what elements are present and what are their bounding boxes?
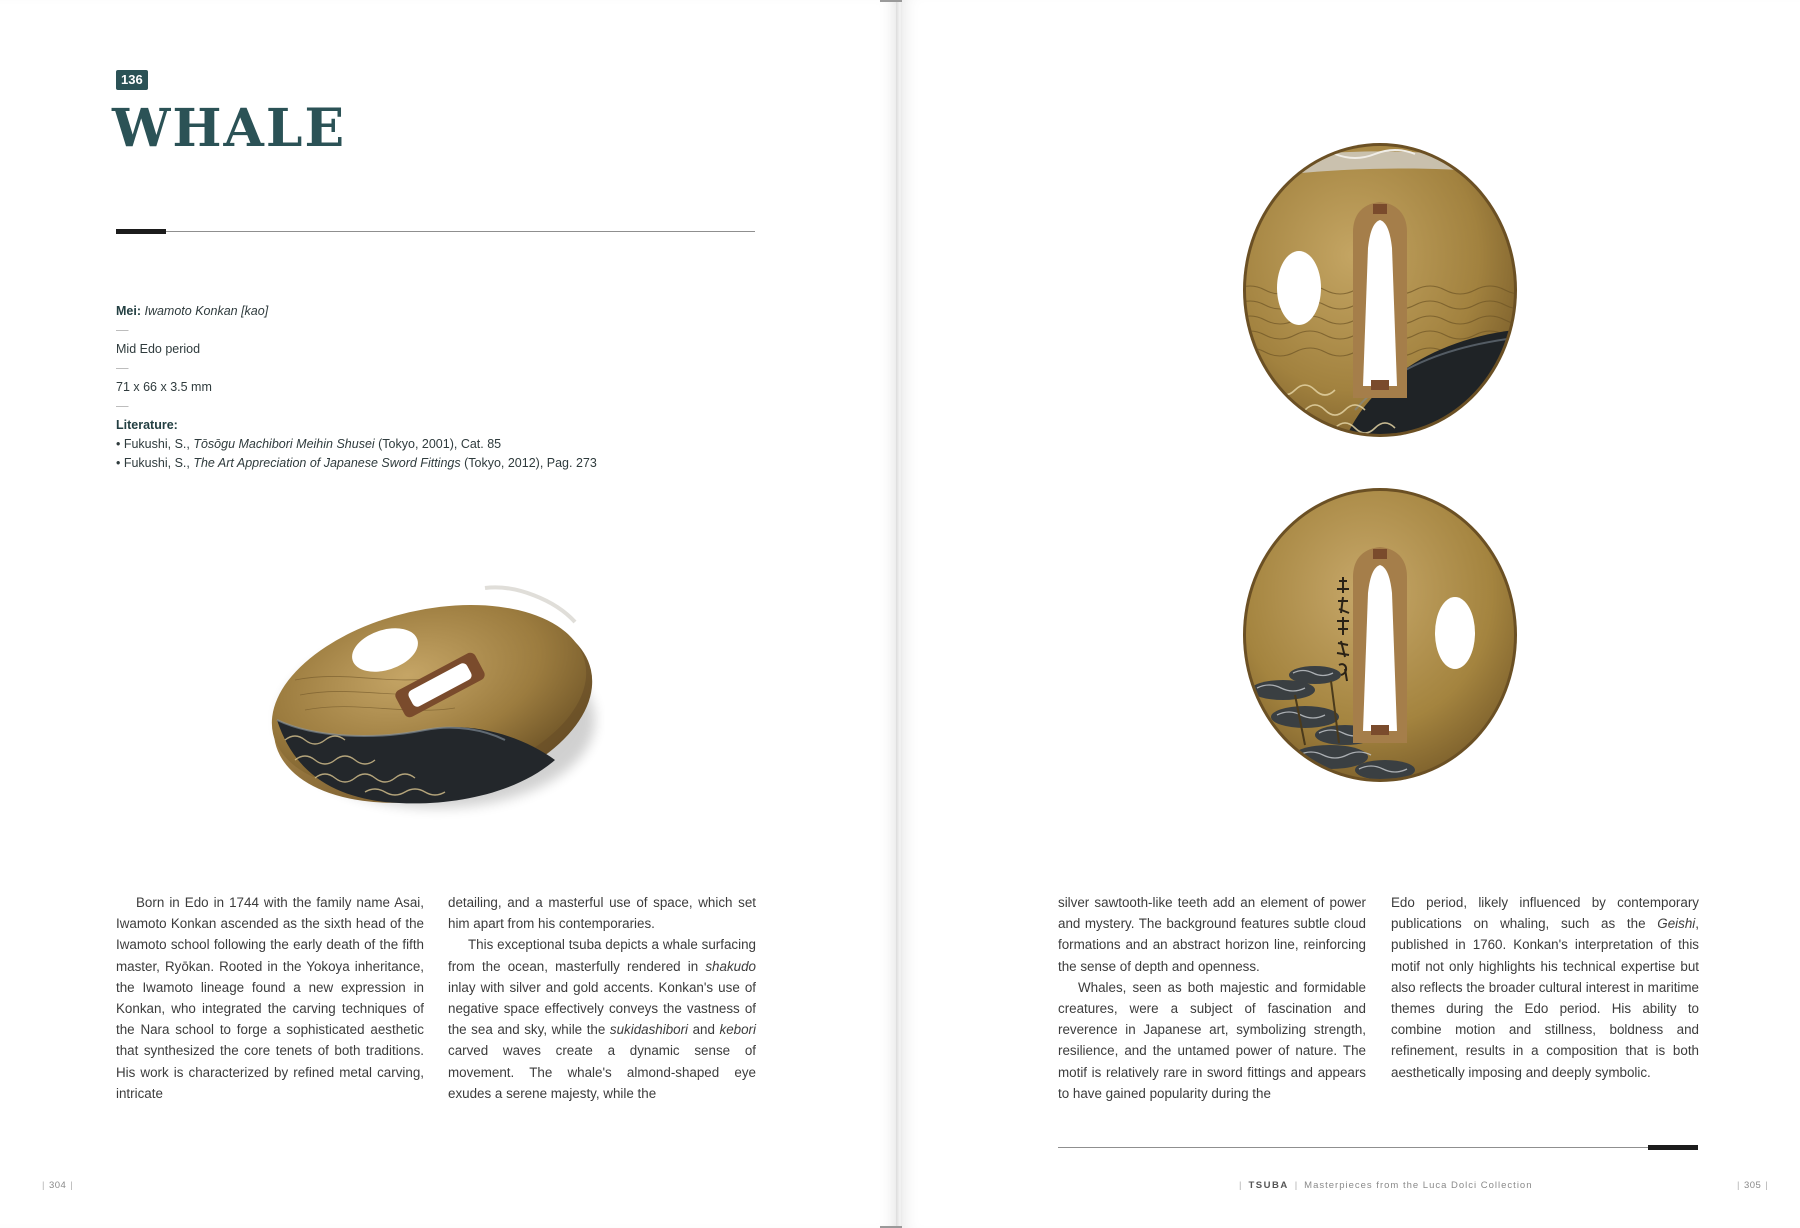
literature-title: Tōsōgu Machibori Meihin Shusei	[193, 437, 375, 451]
running-head: | TSUBA | Masterpieces from the Luca Dolci Collection	[1239, 1180, 1533, 1191]
page-number-left: | 304 |	[42, 1180, 74, 1191]
tsuba-angled-photo	[255, 570, 605, 820]
title-divider-accent	[116, 229, 166, 234]
literature-item: • Fukushi, S., The Art Appreciation of Japanese Sword Fittings (Tokyo, 2012), Pag. 273	[116, 456, 597, 470]
page-number-right: | 305 |	[1737, 1180, 1769, 1191]
term: sukidashibori	[609, 1022, 689, 1038]
running-head-subtitle: Masterpieces from the Luca Dolci Collection	[1304, 1180, 1533, 1191]
mei-line	[116, 302, 756, 321]
literature-title: The Art Appreciation of Japanese Sword Fittings	[193, 456, 461, 470]
literature-label-line	[116, 416, 756, 435]
separator: —	[116, 361, 129, 375]
catalog-number-badge: 136	[116, 70, 148, 90]
dimensions: 71 x 66 x 3.5 mm	[116, 380, 212, 394]
tsuba-reverse-photo	[1235, 485, 1525, 785]
paragraph: Edo period, likely influenced by contemporary publications on whaling, such as the Geishi, published in 1760. Konkan's interpretation of this motif not only highlights his technical expertise but also reflects the broader cultural interest in maritime themes during the Edo period. His ability to combine motion and stillness, boldness and refinement, results in a composition that is both aesthetically imposing and deeply symbolic.	[1391, 895, 1699, 1080]
left-page	[0, 0, 898, 1228]
separator: —	[116, 323, 129, 337]
tsuba-front-photo	[1235, 140, 1525, 440]
end-divider	[1058, 1147, 1698, 1148]
paragraph: silver sawtooth-like teeth add an element of power and mystery. The background features subtle cloud formations and an abstract horizon line, reinforcing the sense of depth and openness.	[1058, 895, 1366, 974]
body-column-2	[448, 892, 756, 1104]
right-page	[902, 0, 1800, 1228]
mei-label: Mei:	[116, 304, 141, 318]
term: Geishi	[1657, 916, 1696, 932]
paragraph: Born in Edo in 1744 with the family name Asai, Iwamoto Konkan ascended as the sixth head of the Iwamoto school following the early death of the fifth master, Ryōkan. Rooted in the Yokoya inheritance, the Iwamoto lineage found a new expression in Konkan, who integrated the carving techniques of the Nara school to forge a sophisticated aesthetic that synthesized the core tenets of both traditions. His work is characterized by refined metal carving, intricate	[116, 895, 424, 1101]
body-column-3	[1058, 892, 1366, 1104]
literature-label: Literature:	[116, 418, 178, 432]
end-divider-accent	[1648, 1145, 1698, 1150]
separator: —	[116, 399, 129, 413]
period: Mid Edo period	[116, 342, 201, 356]
running-head-book: TSUBA	[1248, 1180, 1289, 1191]
title-divider	[116, 231, 755, 232]
paragraph: Whales, seen as both majestic and formidable creatures, were a subject of fascination and reverence in Japanese art, symbolizing strength, resilience, and the untamed power of nature. The motif is relatively rare in sword fittings and appears to have gained popularity during the	[1058, 979, 1366, 1101]
body-column-1	[116, 892, 424, 1104]
item-title: WHALE	[112, 98, 347, 159]
item-details	[116, 302, 756, 473]
literature-item: • Fukushi, S., Tōsōgu Machibori Meihin Shusei (Tokyo, 2001), Cat. 85	[116, 437, 502, 451]
term: kebori	[719, 1022, 756, 1038]
term: shakudo	[705, 958, 756, 974]
paragraph: detailing, and a masterful use of space, which set him apart from his contemporaries.	[448, 895, 756, 932]
mei-value: Iwamoto Konkan [kao]	[144, 304, 269, 318]
body-column-4	[1391, 892, 1699, 1083]
paragraph: This exceptional tsuba depicts a whale surfacing from the ocean, masterfully rendered in shakudo inlay with silver and gold accents. Konkan's use of negative space effectively conveys the vastness of the sea and sky, while the sukidashibori and kebori carved waves create a dynamic sense of movement. The whale's almond-shaped eye exudes a serene majesty, while the	[448, 937, 756, 1101]
